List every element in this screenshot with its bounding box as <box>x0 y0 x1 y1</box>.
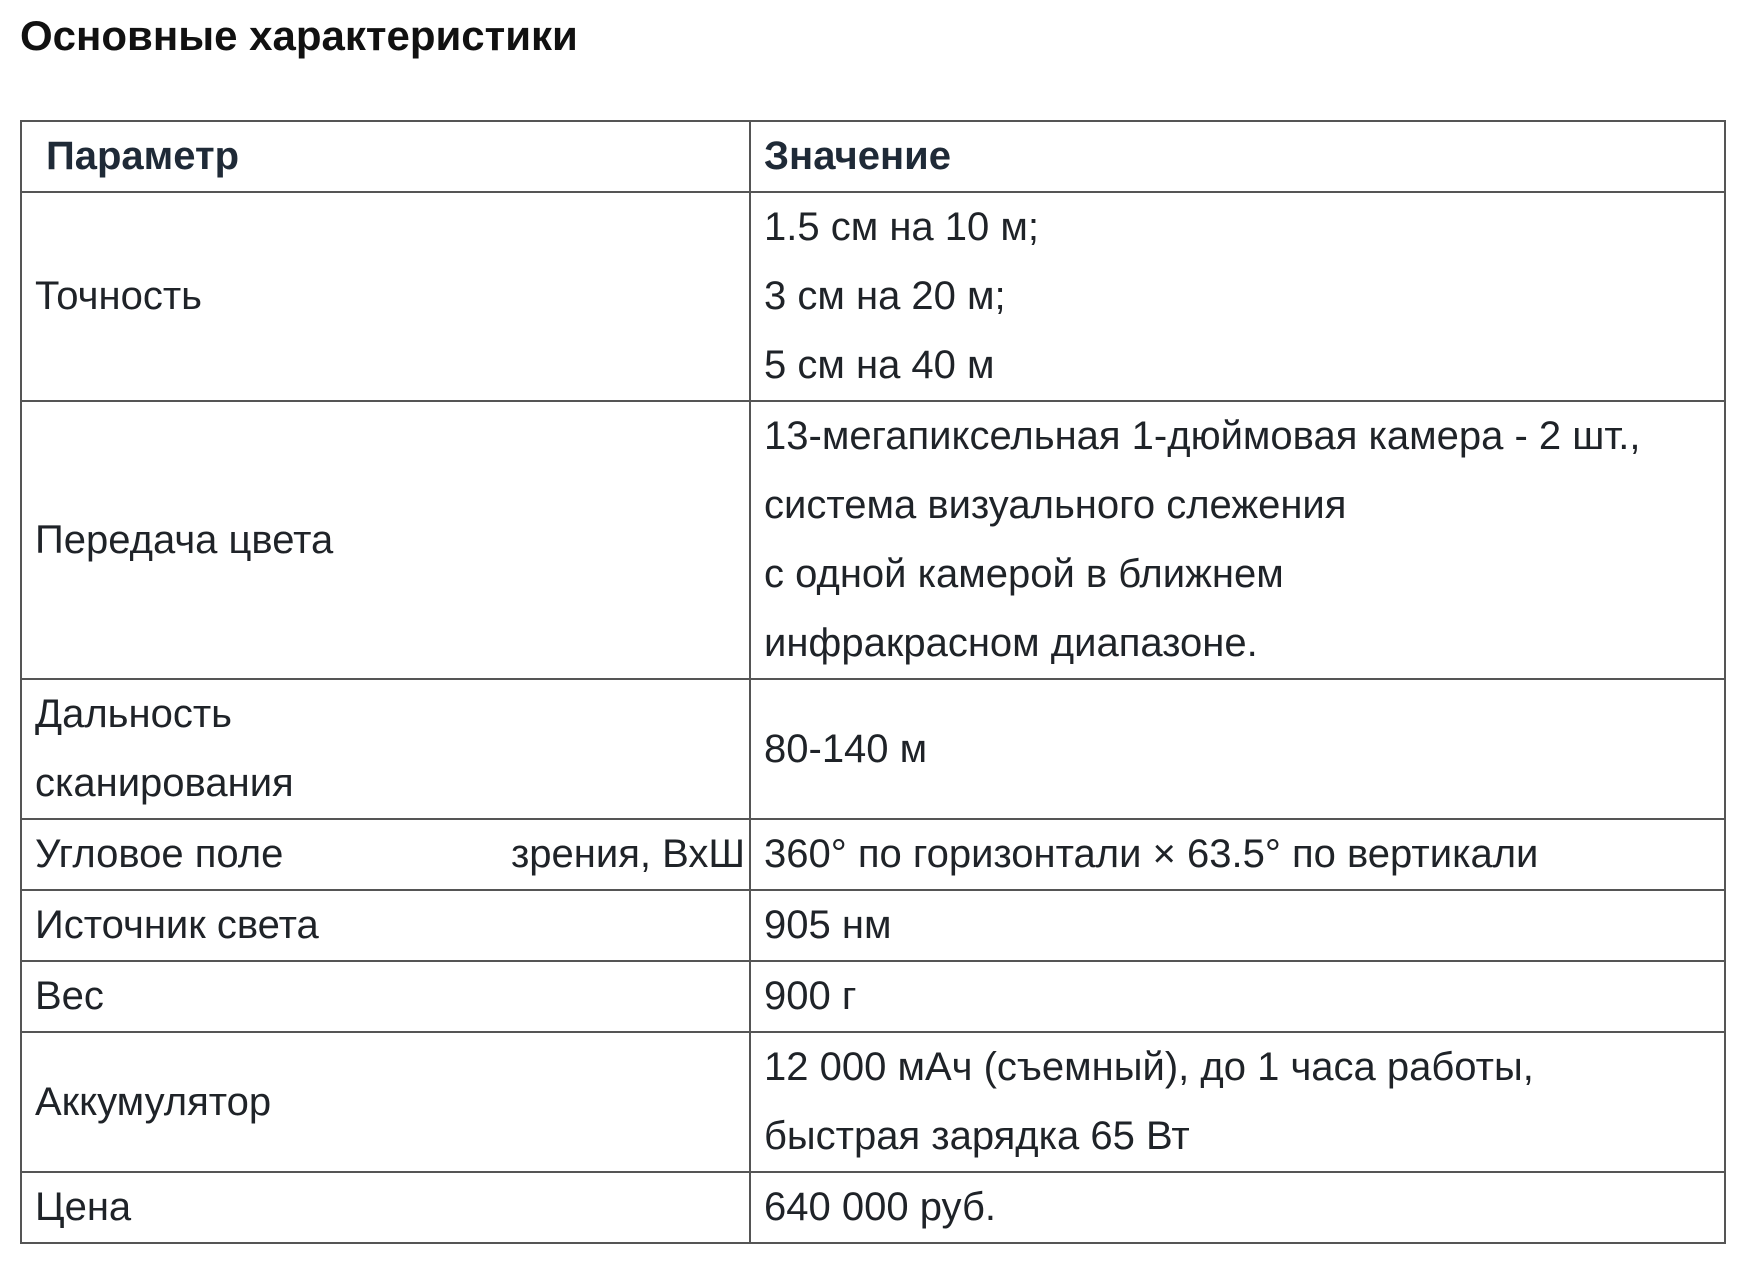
value-text: 360° по горизонтали × 63.5° по вертикали <box>764 832 1539 876</box>
value-cell <box>750 819 1725 890</box>
param-cell <box>21 961 750 1032</box>
value-text: 5 см на 40 м <box>764 343 995 387</box>
column-header-value: Значение <box>750 121 1725 192</box>
value-cell <box>750 1032 1725 1172</box>
value-text: 1.5 см на 10 м; <box>764 205 1039 249</box>
table-header-row <box>21 121 1725 192</box>
value-cell <box>750 1172 1725 1243</box>
param-text: Точность <box>35 274 203 318</box>
value-text: 12 000 мАч (съемный), до 1 часа работы, <box>764 1045 1534 1089</box>
table-row <box>21 1032 1725 1172</box>
value-text: 3 см на 20 м; <box>764 274 1006 318</box>
table-row <box>21 192 1725 401</box>
value-text: 80-140 м <box>764 726 928 771</box>
table-row <box>21 1172 1725 1243</box>
value-cell <box>750 401 1725 679</box>
value-text: быстрая зарядка 65 Вт <box>764 1114 1190 1158</box>
param-text: Аккумулятор <box>35 1079 272 1124</box>
param-text: Дальность <box>35 692 233 736</box>
param-text: сканирования <box>35 761 294 805</box>
param-text-part: Угловое поле <box>35 832 284 876</box>
page-title: Основные характеристики <box>20 12 578 59</box>
specs-table <box>20 120 1726 1244</box>
param-text-part: зрения, ВхШ <box>510 832 745 876</box>
param-text-justified <box>35 820 749 889</box>
param-cell <box>21 192 750 401</box>
value-text: 640 000 руб. <box>764 1185 996 1229</box>
value-text: инфракрасном диапазоне. <box>764 621 1258 665</box>
value-text: система визуального слежения <box>764 483 1347 527</box>
param-cell <box>21 1032 750 1172</box>
param-cell <box>21 401 750 679</box>
value-text: 13-мегапиксельная 1-дюймовая камера - 2 шт., <box>764 414 1641 458</box>
table-row <box>21 819 1725 890</box>
param-cell <box>21 890 750 961</box>
param-text: Передача цвета <box>35 517 334 562</box>
column-header-parameter: Параметр <box>21 121 750 192</box>
param-text: Цена <box>35 1185 132 1229</box>
param-cell <box>21 819 750 890</box>
value-text: с одной камерой в ближнем <box>764 552 1284 596</box>
table-row <box>21 961 1725 1032</box>
table-row <box>21 679 1725 819</box>
param-cell <box>21 1172 750 1243</box>
value-text: 905 нм <box>764 903 892 947</box>
table-row <box>21 890 1725 961</box>
param-cell <box>21 679 750 819</box>
param-text: Вес <box>35 974 104 1018</box>
value-cell <box>750 679 1725 819</box>
value-cell <box>750 192 1725 401</box>
value-text: 900 г <box>764 974 857 1018</box>
value-cell <box>750 961 1725 1032</box>
table-row <box>21 401 1725 679</box>
value-cell <box>750 890 1725 961</box>
param-text: Источник света <box>35 903 319 947</box>
